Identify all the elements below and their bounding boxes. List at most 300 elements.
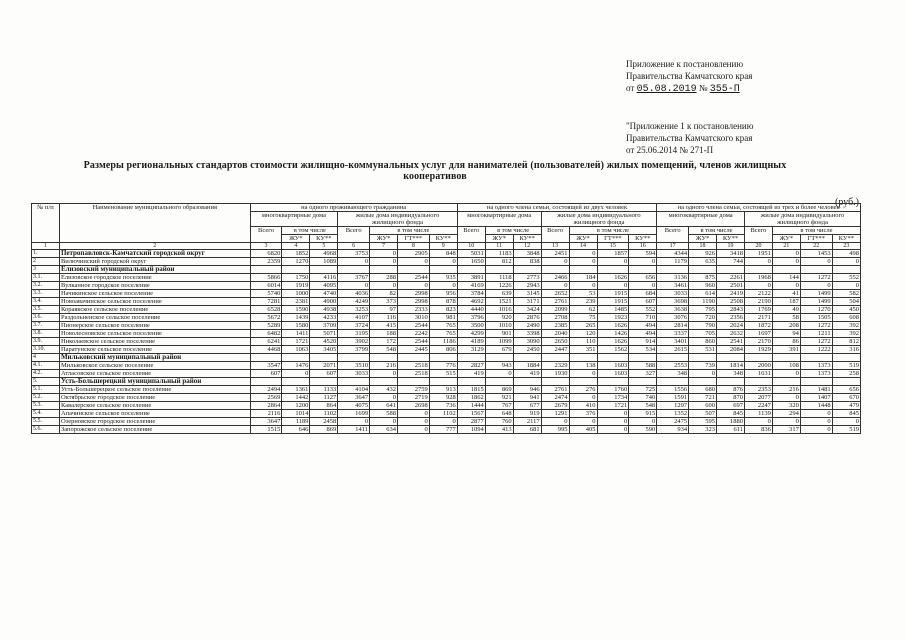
value-cell: 3076 [657,314,689,322]
value-cell: 1352 [657,410,689,418]
row-number: 5.6. [32,426,60,434]
row-number: 3.2. [32,282,60,290]
value-cell: 1361 [282,386,310,394]
value-cell: 656 [629,274,657,282]
subheader-incl: в том числе [569,227,657,235]
unit-label: (руб.) [835,197,859,208]
value-cell: 3033 [338,370,370,378]
value-cell: 3405 [310,346,338,354]
value-cell: 413 [485,426,513,434]
row-number: 3.5. [32,306,60,314]
subheader-zhu: ЖУ* [370,235,398,243]
value-cell: 3171 [513,298,541,306]
row-number: 3.6. [32,314,60,322]
value-cell [282,354,310,362]
table-row [32,346,861,354]
column-index: 4 [282,243,310,250]
value-cell [310,378,338,386]
value-cell: 4740 [310,290,338,298]
value-cell: 0 [398,258,430,266]
value-cell [597,378,629,386]
value-cell: 1697 [744,330,772,338]
value-cell: 3767 [338,274,370,282]
table-row [32,370,861,378]
value-cell: 1099 [485,338,513,346]
value-cell: 1556 [657,386,689,394]
col-header-municipality: Наименование муниципального образования [59,204,250,243]
value-cell: 607 [310,370,338,378]
value-cell: 913 [429,386,457,394]
value-cell: 915 [629,410,657,418]
value-cell [485,378,513,386]
value-cell [250,266,282,274]
value-cell: 2116 [250,410,282,418]
value-cell: 288 [370,274,398,282]
value-cell: 869 [310,426,338,434]
value-cell: 432 [370,386,398,394]
value-cell: 3500 [457,322,485,330]
value-cell: 3638 [657,306,689,314]
value-cell: 0 [832,258,860,266]
value-cell: 0 [398,426,430,434]
value-cell: 552 [629,306,657,314]
value-cell: 373 [370,298,398,306]
table-row [32,410,861,418]
value-cell [398,354,430,362]
value-cell: 1411 [338,426,370,434]
value-cell [744,378,772,386]
value-cell: 2071 [310,362,338,370]
value-cell: 1930 [541,370,569,378]
value-cell: 4169 [457,282,485,290]
municipality-name: Кавалерское сельское поселение [59,402,250,410]
value-cell: 600 [689,402,717,410]
subheader-gt: ГТ*** [800,235,832,243]
municipality-name: Раздольненское сельское поселение [59,314,250,322]
table-row [32,282,861,290]
value-cell: 2501 [717,282,745,290]
value-cell: 2518 [398,370,430,378]
value-cell: 0 [689,370,717,378]
table-row [32,426,861,434]
value-cell: 2040 [541,330,569,338]
value-cell: 744 [717,258,745,266]
subheader-ku: КУ** [513,235,541,243]
value-cell: 0 [370,258,398,266]
column-index: 20 [744,243,772,250]
value-cell: 216 [370,362,398,370]
value-cell: 1127 [310,394,338,402]
value-cell: 1270 [282,258,310,266]
value-cell: 1580 [282,322,310,330]
value-cell: 697 [717,402,745,410]
row-number: 3.1. [32,274,60,282]
value-cell: 187 [772,298,800,306]
table-row [32,354,861,362]
value-cell: 4233 [310,314,338,322]
value-cell: 5672 [250,314,282,322]
municipality-name: Елизовское городское поселение [59,274,250,282]
value-cell: 415 [370,322,398,330]
value-cell: 3902 [338,338,370,346]
value-cell: 1499 [800,290,832,298]
value-cell: 0 [429,258,457,266]
value-cell [569,378,597,386]
municipality-name: Атласовское сельское поселение [59,370,250,378]
value-cell: 1769 [744,306,772,314]
value-cell: 86 [772,338,800,346]
value-cell: 0 [832,282,860,290]
value-cell [800,266,832,274]
value-cell: 6241 [250,338,282,346]
value-cell: 327 [629,370,657,378]
value-cell: 534 [629,346,657,354]
value-cell [250,378,282,386]
value-cell: 1626 [597,338,629,346]
value-cell: 921 [485,394,513,402]
column-index: 1 [32,243,60,250]
value-cell: 49 [772,306,800,314]
value-cell [689,378,717,386]
value-cell: 767 [485,402,513,410]
municipality-name: Озерновское городское поселение [59,418,250,426]
value-cell [310,266,338,274]
value-cell: 943 [485,362,513,370]
column-index: 10 [457,243,485,250]
value-cell: 901 [485,330,513,338]
table-row [32,386,861,394]
value-cell: 0 [338,418,370,426]
value-cell: 2474 [541,394,569,402]
value-cell: 2615 [657,346,689,354]
value-cell: 58 [772,314,800,322]
value-cell: 4036 [338,290,370,298]
row-number: 5.4. [32,410,60,418]
value-cell: 1139 [744,410,772,418]
table-row [32,378,861,386]
value-cell: 2998 [398,290,430,298]
value-cell: 946 [513,386,541,394]
value-cell: 0 [744,282,772,290]
value-cell: 926 [689,250,717,258]
value-cell: 3698 [657,298,689,306]
value-cell: 2466 [541,274,569,282]
value-cell: 405 [569,426,597,434]
value-cell [717,378,745,386]
column-index-row [32,243,861,250]
subheader-apartment: многоквартирные дома [457,212,541,227]
value-cell [800,354,832,362]
value-cell: 1179 [657,258,689,266]
value-cell: 1721 [597,402,629,410]
municipality-name: Паратунское сельское поселение [59,346,250,354]
value-cell: 1626 [597,274,629,282]
value-cell [398,266,430,274]
table-row [32,266,861,274]
row-number: 3.4. [32,298,60,306]
value-cell: 845 [717,410,745,418]
value-cell: 0 [597,418,629,426]
value-cell: 479 [832,402,860,410]
value-cell: 960 [689,282,717,290]
value-cell: 1626 [597,322,629,330]
value-cell: 2000 [744,362,772,370]
value-cell: 1499 [800,298,832,306]
value-cell: 1291 [541,410,569,418]
row-number: 5.1. [32,386,60,394]
value-cell: 6014 [250,282,282,290]
value-cell: 588 [370,410,398,418]
value-cell: 875 [689,274,717,282]
value-cell: 2381 [282,298,310,306]
original-appendix-line-3: от 25.06.2014 № 271-П [626,145,714,155]
value-cell: 739 [689,362,717,370]
value-cell: 3090 [513,338,541,346]
value-cell: 2024 [717,322,745,330]
municipality-name: Начикинское сельское поселение [59,290,250,298]
value-cell: 94 [772,330,800,338]
value-cell: 351 [569,346,597,354]
value-cell: 836 [744,426,772,434]
value-cell: 4440 [457,306,485,314]
row-number: 3.3. [32,290,60,298]
subheader-total: Всего [657,227,689,243]
row-number: 4.1. [32,362,60,370]
table-row [32,306,861,314]
value-cell: 0 [429,418,457,426]
value-cell: 3136 [657,274,689,282]
subheader-gt: ГТ*** [597,235,629,243]
value-cell: 1919 [282,282,310,290]
value-cell: 680 [689,386,717,394]
table-row [32,258,861,266]
value-cell [832,266,860,274]
value-cell: 0 [629,258,657,266]
table-row [32,290,861,298]
column-index: 12 [513,243,541,250]
value-cell: 1721 [282,338,310,346]
value-cell: 634 [370,426,398,434]
value-cell: 116 [370,314,398,322]
value-cell: 1481 [800,386,832,394]
value-cell: 4968 [310,250,338,258]
value-cell: 2117 [513,418,541,426]
value-cell: 648 [485,410,513,418]
value-cell: 646 [282,426,310,434]
value-cell: 110 [569,338,597,346]
value-cell: 2447 [541,346,569,354]
value-cell: 2171 [744,314,772,322]
value-cell: 2541 [717,338,745,346]
value-cell: 531 [689,346,717,354]
value-cell: 3145 [513,290,541,298]
value-cell: 0 [485,370,513,378]
value-cell [513,266,541,274]
value-cell: 2494 [250,386,282,394]
subheader-incl: в том числе [282,227,338,235]
value-cell: 138 [569,362,597,370]
value-cell: 1485 [597,306,629,314]
value-cell [657,378,689,386]
municipality-name: Октябрьское городское поселение [59,394,250,402]
value-cell: 2877 [457,418,485,426]
municipality-name: Мильковский муниципальный район [59,354,250,362]
value-cell: 391 [772,346,800,354]
value-cell: 1862 [457,394,485,402]
value-cell: 1521 [485,298,513,306]
value-cell: 507 [689,410,717,418]
table-row [32,402,861,410]
row-number: 4.2. [32,370,60,378]
value-cell: 2445 [398,346,430,354]
value-cell: 705 [689,330,717,338]
value-cell: 265 [569,322,597,330]
value-cell: 376 [569,410,597,418]
value-cell: 498 [832,250,860,258]
column-index: 18 [689,243,717,250]
value-cell: 594 [629,250,657,258]
value-cell: 1515 [250,426,282,434]
value-cell: 1857 [597,250,629,258]
municipality-name: Новолесновское сельское поселение [59,330,250,338]
value-cell: 0 [370,250,398,258]
value-cell: 216 [772,386,800,394]
value-cell: 1951 [744,250,772,258]
value-cell: 981 [429,314,457,322]
value-cell [541,378,569,386]
value-cell: 2569 [250,394,282,402]
value-cell: 0 [772,250,800,258]
value-cell [310,354,338,362]
value-cell: 806 [429,346,457,354]
value-cell: 608 [832,314,860,322]
value-cell: 3033 [657,290,689,298]
subheader-incl: в том числе [772,227,860,235]
column-index: 21 [772,243,800,250]
value-cell: 4938 [310,306,338,314]
value-cell: 3724 [338,322,370,330]
value-cell: 0 [569,370,597,378]
appendix-line-2: Правительства Камчатского края [626,71,753,81]
value-cell: 2385 [541,322,569,330]
value-cell: 1063 [282,346,310,354]
value-cell: 765 [429,330,457,338]
subheader-zhu: ЖУ* [485,235,513,243]
row-number: 5.5. [32,418,60,426]
value-cell: 0 [569,250,597,258]
value-cell: 323 [689,426,717,434]
value-cell: 1211 [800,330,832,338]
subheader-zhu: ЖУ* [689,235,717,243]
value-cell: 1426 [597,330,629,338]
value-cell: 548 [629,402,657,410]
table-row [32,314,861,322]
value-cell: 0 [597,258,629,266]
value-cell: 519 [832,426,860,434]
value-cell: 2544 [398,322,430,330]
value-cell: 3547 [250,362,282,370]
value-cell: 316 [832,346,860,354]
value-cell [370,354,398,362]
value-cell: 656 [832,386,860,394]
value-cell: 0 [800,282,832,290]
value-cell: 681 [513,426,541,434]
value-cell: 1591 [657,394,689,402]
value-cell [629,354,657,362]
value-cell: 294 [772,410,800,418]
value-cell: 3753 [338,250,370,258]
value-cell: 582 [832,290,860,298]
value-cell: 1567 [457,410,485,418]
subheader-incl: в том числе [485,227,541,235]
value-cell: 2419 [717,290,745,298]
value-cell: 0 [772,258,800,266]
value-cell [457,354,485,362]
value-cell: 641 [370,402,398,410]
value-cell: 878 [429,298,457,306]
decree-date: 05.08.2019 [636,84,697,95]
value-cell: 1872 [744,322,772,330]
value-cell: 0 [541,418,569,426]
value-cell: 419 [513,370,541,378]
value-cell: 0 [800,418,832,426]
value-cell [689,354,717,362]
value-cell: 7281 [250,298,282,306]
value-cell: 2544 [398,338,430,346]
value-cell: 0 [597,410,629,418]
value-cell: 725 [629,386,657,394]
value-cell [689,266,717,274]
subheader-total: Всего [338,227,370,243]
value-cell: 1373 [800,370,832,378]
value-cell: 2761 [541,298,569,306]
value-cell: 845 [832,410,860,418]
value-cell: 1272 [800,274,832,282]
value-cell: 392 [832,322,860,330]
value-cell: 0 [569,258,597,266]
value-cell: 677 [513,402,541,410]
column-index: 13 [541,243,569,250]
value-cell: 860 [689,338,717,346]
value-cell: 0 [338,282,370,290]
value-cell: 0 [800,258,832,266]
value-cell: 515 [429,370,457,378]
column-index: 5 [310,243,338,250]
value-cell: 1884 [513,362,541,370]
value-cell: 920 [485,314,513,322]
decree-number: 355-П [709,84,740,95]
value-cell: 777 [429,426,457,434]
column-index: 15 [597,243,629,250]
value-cell: 1476 [282,362,310,370]
column-index: 2 [59,243,250,250]
group-header-two: на одного члена семьи, состоящей из двух человек [457,204,657,212]
value-cell [629,378,657,386]
value-cell: 4344 [657,250,689,258]
value-cell: 552 [832,274,860,282]
value-cell: 0 [832,418,860,426]
column-index: 8 [398,243,430,250]
row-number: 5.3. [32,402,60,410]
value-cell: 3010 [398,314,430,322]
value-cell: 1699 [338,410,370,418]
municipality-name: Пионерское сельское поселение [59,322,250,330]
appendix-line-1: Приложение к постановлению [626,59,744,69]
value-cell: 1272 [800,322,832,330]
municipality-name: Кораякское сельское поселение [59,306,250,314]
value-cell: 607 [250,370,282,378]
value-cell: 53 [569,290,597,298]
